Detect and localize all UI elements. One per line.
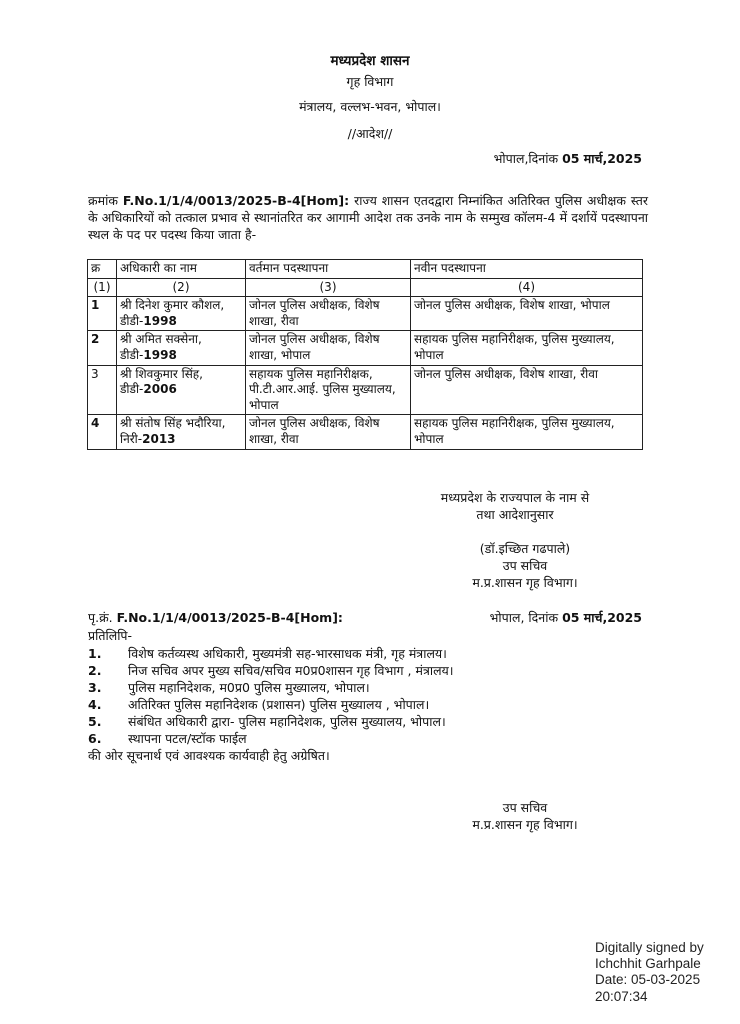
row-officer-name	[117, 331, 246, 365]
table-row	[88, 415, 643, 449]
governor-order-line2: तथा आदेशानुसार	[476, 506, 554, 522]
list-text: स्थापना पटल/स्टॉक फाईल	[128, 731, 247, 746]
header-new-posting: नवीन पदस्थापना	[411, 260, 643, 279]
endorsement-label: पृ.क्रं.	[88, 610, 113, 625]
list-item	[88, 680, 648, 697]
row-officer-name	[117, 297, 246, 331]
order-date-line	[494, 151, 642, 168]
list-number: 3.	[88, 680, 102, 695]
digital-signature-line1: Digitally signed by	[595, 940, 704, 955]
row-current-posting: जोनल पुलिस अधीक्षक, विशेष शाखा, रीवा	[246, 297, 411, 331]
officer-batch: 2006	[143, 382, 177, 397]
list-number: 2.	[88, 663, 102, 678]
officer-name-text: श्री दिनेश कुमार कौशल, डीडी-	[120, 298, 225, 328]
officer-batch: 2013	[142, 431, 176, 446]
officer-batch: 1998	[143, 313, 177, 328]
digital-signature-block	[595, 940, 704, 1005]
list-item	[88, 731, 648, 748]
signatory-block	[400, 541, 650, 592]
column-number: (2)	[117, 278, 246, 297]
list-number: 6.	[88, 731, 102, 746]
row-sr: 2	[88, 331, 117, 365]
list-item	[88, 663, 648, 680]
column-number: (3)	[246, 278, 411, 297]
governor-order-line1: मध्यप्रदेश के राज्यपाल के नाम से	[440, 490, 590, 505]
list-item	[88, 714, 648, 731]
digital-signature-date: Date: 05-03-2025	[595, 972, 701, 988]
list-number: 1.	[88, 646, 102, 661]
list-text: संबंधित अधिकारी द्वारा- पुलिस महानिदेशक, पुलिस मुख्यालय, भोपाल।	[128, 714, 446, 729]
table-row	[88, 297, 643, 331]
signatory-designation: उप सचिव	[502, 557, 548, 573]
order-text-rest: पुलिस अधीक्षक स्तर के अधिकारियों को तत्काल प्रभाव से स्थानांतरित कर आगामी आदेश तक उनके नाम के सम्मुख कॉलम-4 में दर्शायें पदस्थापना स्थल के पद पर पदस्थ किया जाता है-	[88, 193, 648, 242]
government-title: मध्यप्रदेश शासन	[330, 53, 410, 69]
table-row	[88, 365, 643, 415]
digital-signature-name: Ichchhit Garhpale	[595, 956, 701, 972]
header-current-posting: वर्तमान पदस्थापना	[246, 260, 411, 279]
row-current-posting: जोनल पुलिस अधीक्षक, विशेष शाखा, भोपाल	[246, 331, 411, 365]
signatory2-department: म.प्र.शासन गृह विभाग।	[472, 816, 578, 832]
list-text: अतिरिक्त पुलिस महानिदेशक (प्रशासन) पुलिस मुख्यालय , भोपाल।	[128, 697, 430, 712]
list-number: 5.	[88, 714, 102, 729]
signatory2-designation: उप सचिव	[502, 800, 548, 815]
order-text-line1: राज्य शासन एतदद्वारा निम्नांकित अतिरिक्त	[354, 193, 550, 208]
row-current-posting: जोनल पुलिस अधीक्षक, विशेष शाखा, रीवा	[246, 415, 411, 449]
row-new-posting: सहायक पुलिस महानिरीक्षक, पुलिस मुख्यालय, भोपाल	[411, 331, 643, 365]
endorsement-file-number: F.No.1/1/4/0013/2025-B-4[Hom]:	[116, 610, 343, 625]
order-title: //आदेश//	[347, 126, 393, 141]
order-paragraph	[88, 193, 648, 244]
list-text: विशेष कर्तव्यस्थ अधिकारी, मुख्यमंत्री सह-भारसाधक मंत्री, गृह मंत्रालय।	[128, 646, 447, 661]
row-new-posting: जोनल पुलिस अधीक्षक, विशेष शाखा, रीवा	[411, 365, 643, 415]
endorsement-date: 05 मार्च,2025	[562, 610, 642, 625]
header-officer-name: अधिकारी का नाम	[117, 260, 246, 279]
row-new-posting: जोनल पुलिस अधीक्षक, विशेष शाखा, भोपाल	[411, 297, 643, 331]
signatory-department: म.प्र.शासन गृह विभाग।	[472, 574, 578, 590]
forwarding-note: की ओर सूचनार्थ एवं आवश्यक कार्यवाही हेतु अग्रेषित।	[88, 748, 330, 763]
endorsement-date-line	[490, 610, 642, 627]
column-number: (1)	[88, 278, 117, 297]
order-file-number: F.No.1/1/4/0013/2025-B-4[Hom]:	[122, 193, 350, 208]
row-sr: 4	[88, 415, 117, 449]
list-text: पुलिस महानिदेशक, म0प्र0 पुलिस मुख्यालय, भोपाल।	[128, 680, 370, 695]
table-header-row	[88, 260, 643, 279]
endorsement-date-prefix: भोपाल, दिनांक	[489, 610, 559, 625]
date-prefix: भोपाल,दिनांक	[493, 151, 559, 166]
endorsement-file-line	[88, 610, 343, 627]
department-title: गृह विभाग	[346, 74, 394, 89]
list-number: 4.	[88, 697, 102, 712]
kramank-label: क्रमांक	[88, 193, 118, 208]
row-officer-name	[117, 415, 246, 449]
copy-label: प्रतिलिपि-	[88, 628, 133, 643]
row-sr: 1	[88, 297, 117, 331]
signatory2-block	[400, 800, 650, 834]
signatory-name: (डॉ.इच्छित गढपाले)	[479, 541, 571, 556]
office-address: मंत्रालय, वल्लभ-भवन, भोपाल।	[299, 99, 441, 114]
officer-name-text: श्री अमित सक्सेना, डीडी-	[120, 332, 202, 362]
column-number: (4)	[411, 278, 643, 297]
order-date: 05 मार्च,2025	[562, 151, 642, 166]
column-number-row	[88, 278, 643, 297]
list-item	[88, 646, 648, 663]
header-sr: क्र	[88, 260, 117, 279]
officer-name-text: श्री शिवकुमार सिंह, डीडी-	[120, 366, 203, 397]
governor-order-block	[380, 490, 650, 524]
list-item	[88, 697, 648, 714]
digital-signature-time: 20:07:34	[595, 988, 648, 1004]
row-new-posting: सहायक पुलिस महानिरीक्षक, पुलिस मुख्यालय, भोपाल	[411, 415, 643, 449]
transfer-table	[87, 259, 643, 450]
row-sr: 3	[88, 365, 117, 415]
list-text: निज सचिव अपर मुख्य सचिव/सचिव म0प्र0शासन गृह विभाग , मंत्रालय।	[128, 663, 454, 678]
row-officer-name	[117, 365, 246, 415]
row-current-posting: सहायक पुलिस महानिरीक्षक, पी.टी.आर.आई. पुलिस मुख्यालय, भोपाल	[246, 365, 411, 415]
officer-name-text: श्री संतोष सिंह भदौरिया, निरी-	[120, 416, 226, 446]
table-row	[88, 331, 643, 365]
officer-batch: 1998	[143, 347, 177, 362]
